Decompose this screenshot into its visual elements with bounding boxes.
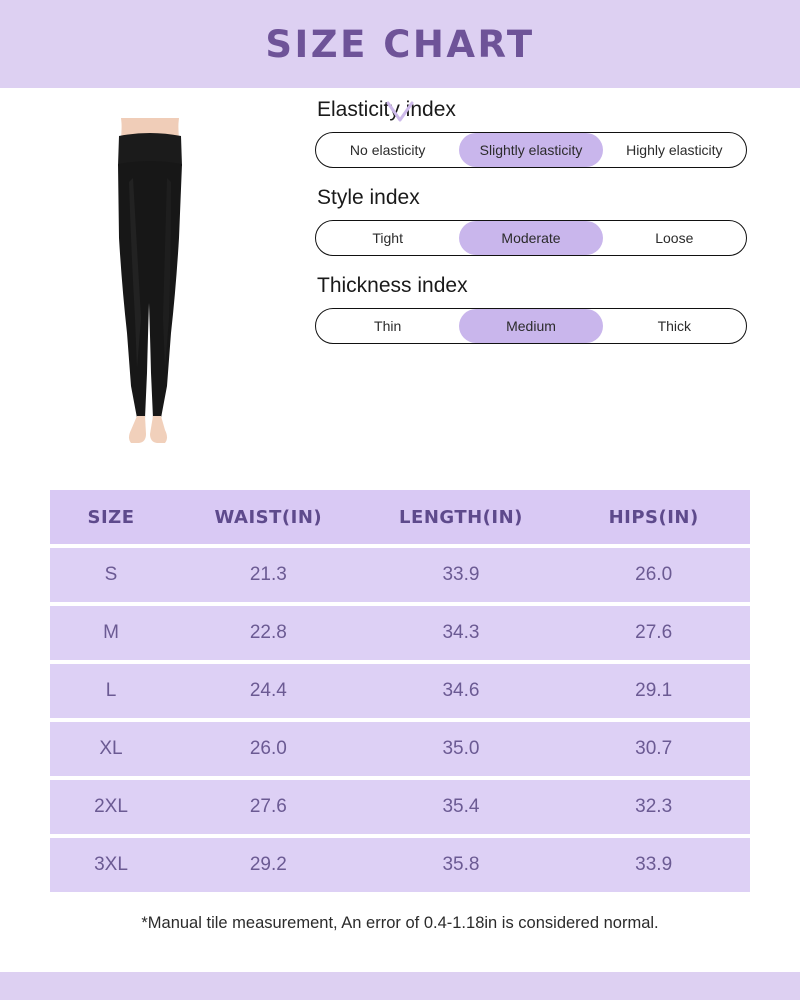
cell-waist: 27.6 [172,780,365,834]
column-header-waist: WAIST(IN) [172,490,365,544]
elasticity-option-no[interactable]: No elasticity [349,142,426,158]
cell-size: XL [50,722,172,776]
cell-length: 33.9 [365,548,558,602]
cell-waist: 22.8 [172,606,365,660]
thickness-index-options[interactable] [315,308,747,344]
cell-size: S [50,548,172,602]
top-section [0,88,800,478]
cell-length: 35.0 [365,722,558,776]
cell-hips: 33.9 [557,838,750,892]
cell-waist: 21.3 [172,548,365,602]
elasticity-index-options[interactable] [315,132,747,168]
measurement-footnote: *Manual tile measurement, An error of 0.4-1.18in is considered normal. [141,914,659,932]
style-option-loose[interactable]: Loose [655,230,694,246]
table-row [50,606,750,660]
table-row [50,722,750,776]
cell-waist: 24.4 [172,664,365,718]
index-column [300,98,800,478]
leggings-model-photo [75,118,225,448]
thickness-index-block [315,274,750,344]
style-option-moderate[interactable]: Moderate [459,221,602,255]
cell-hips: 32.3 [557,780,750,834]
thickness-index-title: Thickness index [317,274,468,297]
thickness-option-thick[interactable]: Thick [657,318,692,334]
cell-waist: 26.0 [172,722,365,776]
size-table [50,486,750,896]
column-header-length: LENGTH(IN) [365,490,558,544]
cell-hips: 30.7 [557,722,750,776]
table-row [50,838,750,892]
style-index-title: Style index [317,186,420,209]
table-row [50,664,750,718]
chevron-down-icon [385,100,415,124]
cell-hips: 27.6 [557,606,750,660]
table-header-row [50,490,750,544]
header-band [0,0,800,88]
cell-length: 34.6 [365,664,558,718]
elasticity-option-highly[interactable]: Highly elasticity [626,142,723,158]
cell-size: 3XL [50,838,172,892]
style-option-tight[interactable]: Tight [372,230,403,246]
product-image-column [0,98,300,478]
cell-length: 35.8 [365,838,558,892]
elasticity-index-title: Elasticity index [317,98,456,121]
thickness-option-medium[interactable]: Medium [459,309,602,343]
cell-size: L [50,664,172,718]
size-table-wrapper [0,486,800,896]
cell-length: 34.3 [365,606,558,660]
thickness-option-thin[interactable]: Thin [374,318,402,334]
cell-hips: 26.0 [557,548,750,602]
cell-hips: 29.1 [557,664,750,718]
style-index-block [315,186,750,256]
table-row [50,548,750,602]
column-header-hips: HIPS(IN) [557,490,750,544]
column-header-size: SIZE [50,490,172,544]
elasticity-index-block [315,98,750,168]
cell-size: M [50,606,172,660]
footer-band [0,972,800,1000]
cell-size: 2XL [50,780,172,834]
page-title: SIZE CHART [265,22,535,66]
table-row [50,780,750,834]
cell-waist: 29.2 [172,838,365,892]
style-index-options[interactable] [315,220,747,256]
cell-length: 35.4 [365,780,558,834]
elasticity-option-slightly[interactable]: Slightly elasticity [459,133,602,167]
